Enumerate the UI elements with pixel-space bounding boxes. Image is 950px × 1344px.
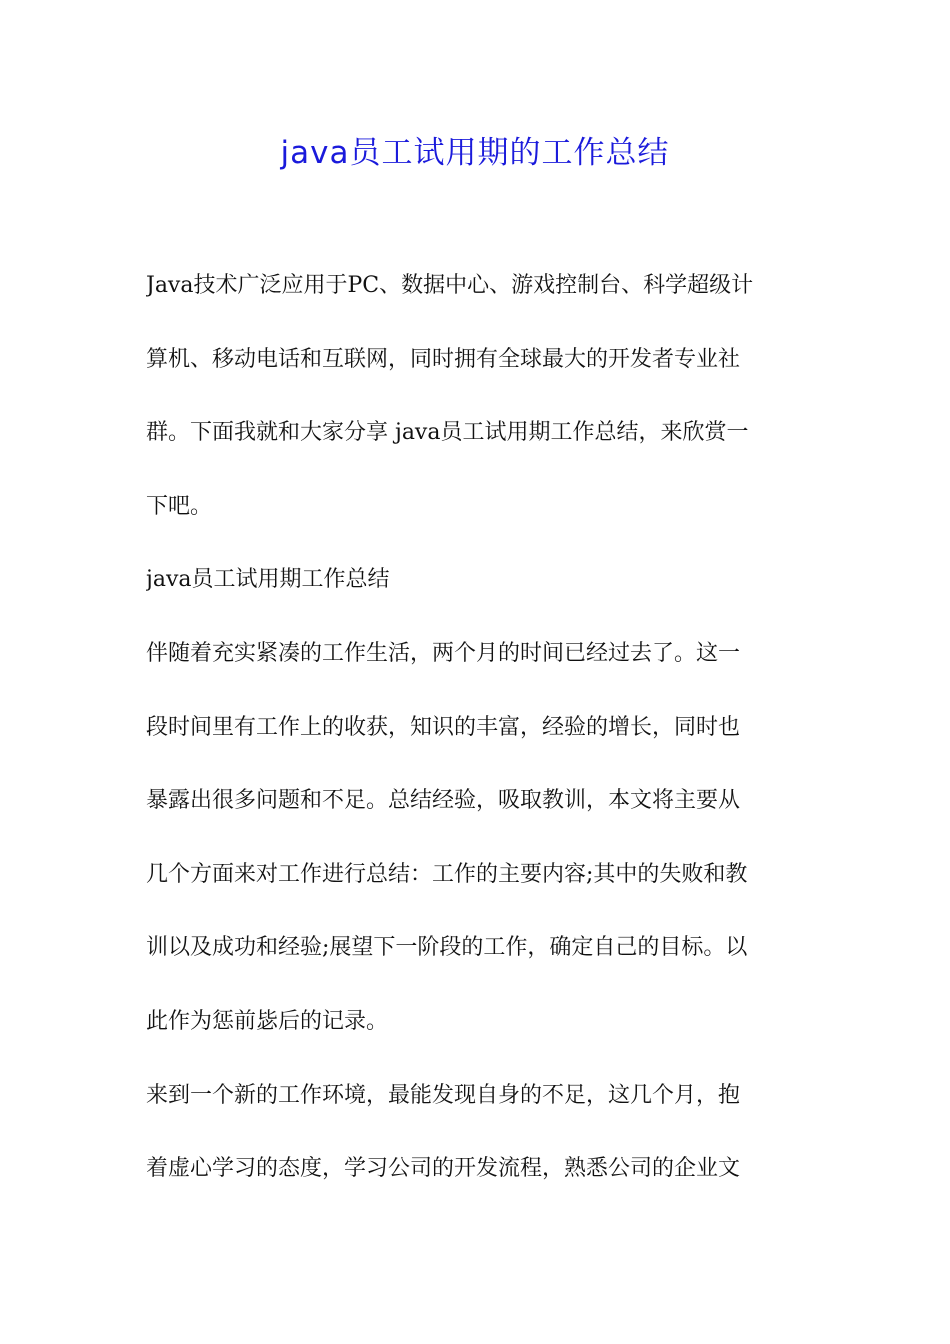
text-line: 来到一个新的工作环境，最能发现自身的不足，这几个月，抱 <box>146 1082 741 1108</box>
document-title: java员工试用期的工作总结 <box>280 135 670 171</box>
text-line: 训以及成功和经验;展望下一阶段的工作，确定自己的目标。以 <box>146 935 748 961</box>
text-line: 群。下面我就和大家分享 java员工试用期工作总结，来欣赏一 <box>146 420 749 446</box>
text-line: 暴露出很多问题和不足。总结经验，吸取教训，本文将主要从 <box>146 788 741 814</box>
text-line: 几个方面来对工作进行总结：工作的主要内容;其中的失败和教 <box>146 861 748 887</box>
text-line: 伴随着充实紧凑的工作生活，两个月的时间已经过去了。这一 <box>146 640 741 666</box>
section-heading: java员工试用期工作总结 <box>146 567 390 593</box>
text-line: 算机、移动电话和互联网，同时拥有全球最大的开发者专业社 <box>146 346 741 372</box>
text-line: 段时间里有工作上的收获，知识的丰富，经验的增长，同时也 <box>146 714 741 740</box>
text-line: 着虚心学习的态度，学习公司的开发流程，熟悉公司的企业文 <box>146 1156 741 1182</box>
text-line: 此作为惩前毖后的记录。 <box>146 1008 389 1034</box>
text-line: Java技术广泛应用于PC、数据中心、游戏控制台、科学超级计 <box>146 273 754 298</box>
text-line: 下吧。 <box>146 493 213 519</box>
document-body <box>146 249 811 1206</box>
